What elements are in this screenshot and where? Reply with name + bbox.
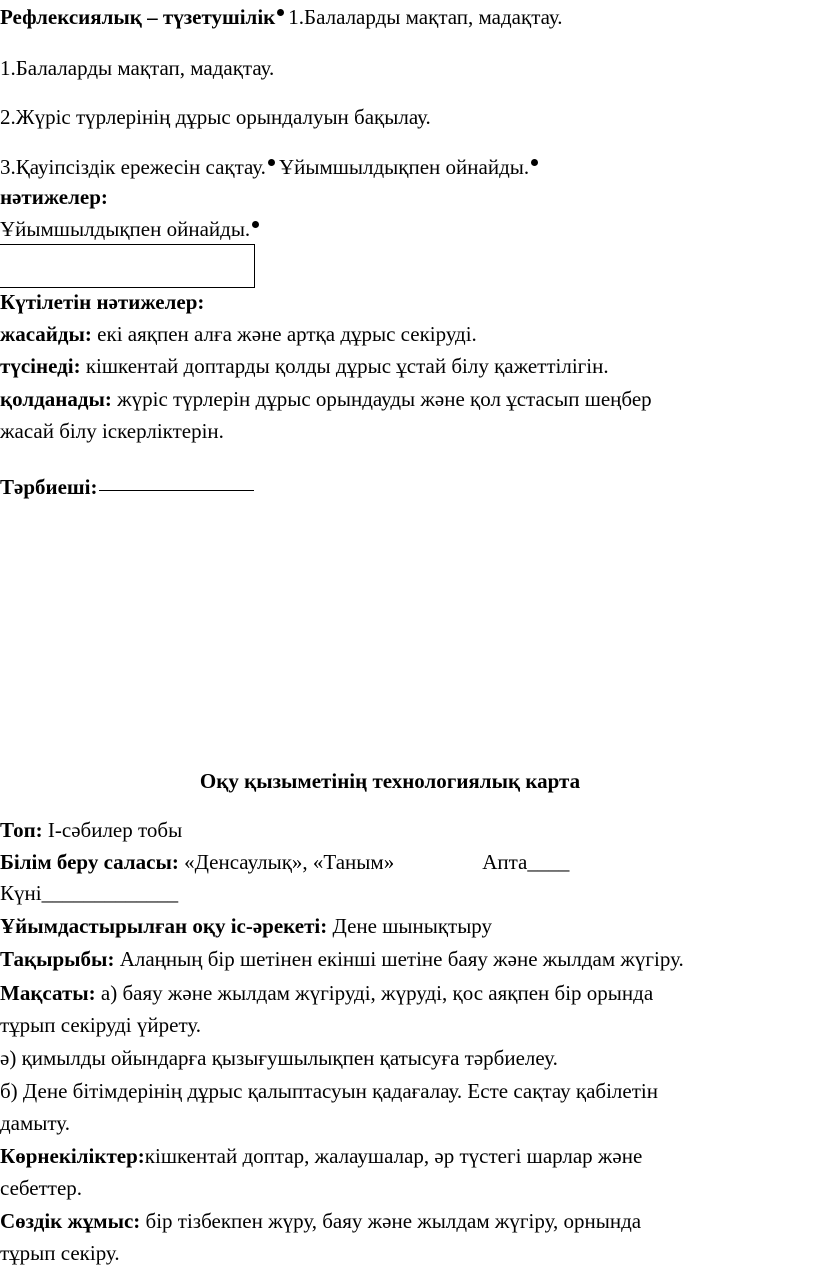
visual-label: Көрнекіліктер: [0,1144,145,1168]
list-item-2: 2.Жүріс түрлерінің дұрыс орындалуын бақылау. [0,105,431,129]
empty-box [0,244,255,288]
list-item-3 [0,154,542,180]
activity-value: Дене шынықтыру [332,914,493,938]
week-label: Апта____ [482,850,570,874]
play-line-text: Ұйымшылдықпен ойнайды. [0,217,251,241]
uses-text: жүріс түрлерін дұрыс орындауды және қол ұстасып шеңбер [117,387,652,411]
bullet-icon [252,221,259,228]
bullet-icon [531,159,538,166]
results-label: нәтижелер: [0,185,108,209]
vocab-value: бір тізбекпен жүру, баяу және жылдам жүгіру, орнында [145,1209,642,1233]
reflection-line [0,4,563,30]
vocab-label: Сөздік жұмыс: [0,1209,141,1233]
activity-line [0,913,492,939]
goals-line [0,980,653,1006]
group-value: І-сәбилер тобы [47,818,183,842]
signature-line [99,488,254,491]
topic-line [0,946,684,972]
activity-label: Ұйымдастырылған оқу іс-әрекеті: [0,914,328,938]
area-label: Білім беру саласы: [0,850,179,874]
expected-does [0,321,477,347]
expected-understands [0,353,609,379]
list-item-3-extra: Ұйымшылдықпен ойнайды. [278,155,530,179]
goals-label: Мақсаты: [0,981,96,1005]
area-value: «Денсаулық», «Таным» [184,850,395,874]
topic-label: Тақырыбы: [0,947,115,971]
goals-b: ә) қимылды ойындарға қызығушылықпен қатысуға тәрбиелеу. [0,1046,558,1070]
day-line: Күні_____________ [0,881,179,905]
vocab-line [0,1208,641,1234]
goals-c-cont: дамыту. [0,1111,70,1135]
expected-uses [0,386,652,412]
does-text: екі аяқпен алға және артқа дұрыс секіруді. [97,322,477,346]
goals-c: б) Дене бітімдерінің дұрыс қалыптасуын қадағалау. Есте сақтау қабілетін [0,1079,658,1103]
does-label: жасайды: [0,322,92,346]
visual-line [0,1143,642,1169]
understands-label: түсінеді: [0,354,81,378]
card-title: Оқу қызыметінің технологиялық карта [199,769,581,793]
teacher-line [0,474,254,500]
goals-a: а) баяу және жылдам жүгіруді, жүруді, қос аяқпен бір орында [100,981,654,1005]
vocab-cont: тұрып секіру. [0,1241,120,1265]
understands-text: кішкентай доптарды қолды дұрыс ұстай білу қажеттілігін. [85,354,609,378]
bullet-icon [277,9,284,16]
reflection-label: Рефлексиялық – түзетушілік [0,5,276,29]
uses-label: қолданады: [0,387,112,411]
area-line [0,849,569,875]
visual-value: кішкентай доптар, жалаушалар, әр түстегі шарлар және [144,1144,643,1168]
reflection-item: 1.Балаларды мақтап, мадақтау. [288,5,563,29]
visual-cont: себеттер. [0,1176,83,1200]
expected-heading: Күтілетін нәтижелер: [0,290,205,314]
goals-a-cont: тұрып секіруді үйрету. [0,1013,201,1037]
group-label: Топ: [0,818,43,842]
bullet-icon [268,159,275,166]
list-item-1: 1.Балаларды мақтап, мадақтау. [0,56,275,80]
list-item-3-text: 3.Қауіпсіздік ережесін сақтау. [0,155,266,179]
expected-uses-cont: жасай білу іскерліктерін. [0,419,224,443]
topic-value: Алаңның бір шетінен екінші шетіне баяу және жылдам жүгіру. [119,947,684,971]
teacher-label: Тәрбиеші: [0,475,98,499]
group-line [0,817,182,843]
play-line [0,216,263,242]
